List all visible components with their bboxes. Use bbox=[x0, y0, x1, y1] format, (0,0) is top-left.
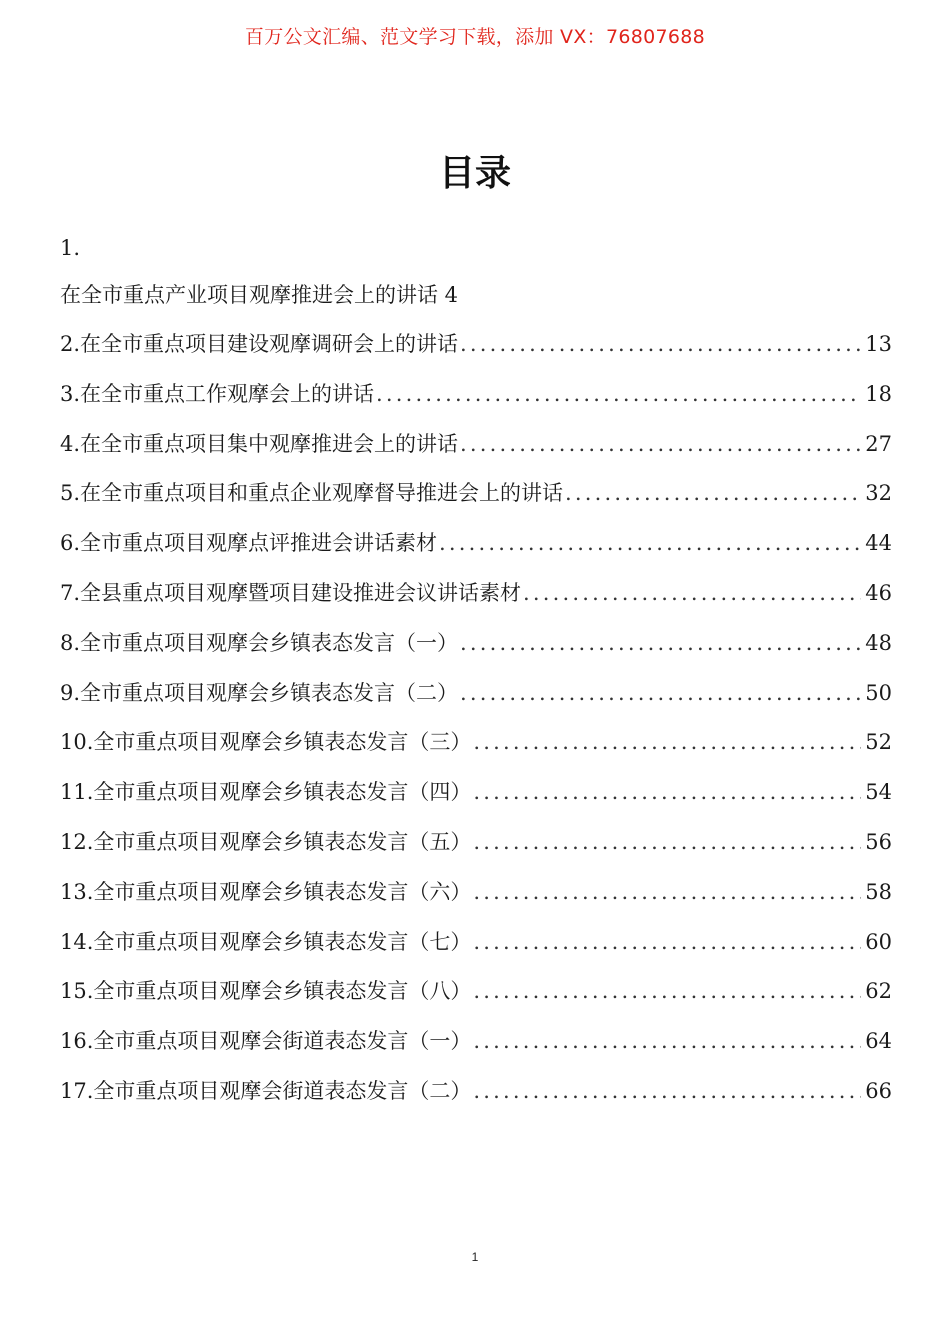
toc-entry[interactable] bbox=[60, 718, 892, 768]
toc-entry-page-number: 60 bbox=[865, 929, 892, 954]
toc-entry-1-text[interactable]: 在全市重点产业项目观摩推进会上的讲话 4 bbox=[60, 283, 459, 307]
table-of-contents bbox=[60, 226, 892, 1117]
toc-entry-page-number: 66 bbox=[865, 1078, 892, 1103]
toc-entry-page-number: 62 bbox=[865, 979, 892, 1004]
toc-entry[interactable] bbox=[60, 967, 892, 1017]
toc-dot-leader bbox=[471, 967, 861, 1017]
toc-dot-leader bbox=[471, 768, 861, 818]
toc-dot-leader bbox=[471, 1067, 861, 1117]
toc-entry-title: 11.全市重点项目观摩会乡镇表态发言（四） bbox=[60, 780, 472, 805]
toc-entry-page-number: 58 bbox=[865, 879, 892, 904]
toc-entry[interactable] bbox=[60, 768, 892, 818]
toc-dot-leader bbox=[437, 519, 861, 569]
toc-entry[interactable] bbox=[60, 569, 892, 619]
toc-dot-leader bbox=[458, 320, 861, 370]
header-banner: 百万公文汇编、范文学习下载，添加 VX：76807688 bbox=[244, 26, 706, 48]
toc-dot-leader bbox=[458, 420, 861, 470]
toc-entry-title: 2.在全市重点项目建设观摩调研会上的讲话 bbox=[60, 332, 459, 356]
toc-dot-leader bbox=[471, 818, 861, 868]
toc-entry[interactable] bbox=[60, 320, 892, 370]
toc-dot-leader bbox=[563, 469, 861, 519]
toc-entry-page-number: 13 bbox=[865, 332, 892, 356]
toc-entry-title: 10.全市重点项目观摩会乡镇表态发言（三） bbox=[60, 730, 472, 755]
toc-dot-leader bbox=[471, 1017, 861, 1067]
toc-entry[interactable] bbox=[60, 868, 892, 918]
toc-entry-page-number: 52 bbox=[865, 730, 892, 755]
toc-entry[interactable] bbox=[60, 619, 892, 669]
toc-entry-title: 5.在全市重点项目和重点企业观摩督导推进会上的讲话 bbox=[60, 481, 564, 506]
toc-entry[interactable] bbox=[60, 918, 892, 968]
toc-entry-page-number: 44 bbox=[865, 531, 892, 556]
toc-entry[interactable] bbox=[60, 669, 892, 719]
toc-entry-title: 7.全县重点项目观摩暨项目建设推进会议讲话素材 bbox=[60, 580, 522, 605]
toc-dot-leader bbox=[471, 868, 861, 918]
toc-entry[interactable] bbox=[60, 420, 892, 470]
toc-entry-page-number: 48 bbox=[865, 630, 892, 655]
toc-dot-leader bbox=[521, 569, 861, 619]
toc-entry-title: 3.在全市重点工作观摩会上的讲话 bbox=[60, 381, 375, 406]
toc-entry[interactable] bbox=[60, 1017, 892, 1067]
toc-entry-page-number: 54 bbox=[865, 780, 892, 805]
page-number: 1 bbox=[471, 1250, 479, 1264]
toc-entry-title: 6.全市重点项目观摩点评推进会讲话素材 bbox=[60, 531, 438, 556]
toc-entry-page-number: 50 bbox=[865, 680, 892, 705]
toc-entry-page-number: 56 bbox=[865, 829, 892, 854]
toc-entry-page-number: 46 bbox=[865, 580, 892, 605]
toc-entry-page-number: 64 bbox=[865, 1029, 892, 1054]
toc-entry-page-number: 27 bbox=[865, 431, 892, 456]
toc-entry-title: 13.全市重点项目观摩会乡镇表态发言（六） bbox=[60, 879, 472, 904]
toc-entry[interactable] bbox=[60, 370, 892, 420]
toc-entry[interactable] bbox=[60, 469, 892, 519]
toc-entry[interactable] bbox=[60, 1067, 892, 1117]
toc-dot-leader bbox=[458, 669, 861, 719]
toc-entry-title: 4.在全市重点项目集中观摩推进会上的讲话 bbox=[60, 431, 459, 456]
toc-entry-title: 12.全市重点项目观摩会乡镇表态发言（五） bbox=[60, 829, 472, 854]
toc-entry-title: 15.全市重点项目观摩会乡镇表态发言（八） bbox=[60, 979, 472, 1004]
toc-entry-title: 9.全市重点项目观摩会乡镇表态发言（二） bbox=[60, 680, 459, 705]
toc-entry-title: 16.全市重点项目观摩会街道表态发言（一） bbox=[60, 1029, 472, 1054]
toc-dot-leader bbox=[458, 619, 861, 669]
toc-entry-title: 8.全市重点项目观摩会乡镇表态发言（一） bbox=[60, 630, 459, 655]
toc-entry-title: 14.全市重点项目观摩会乡镇表态发言（七） bbox=[60, 929, 472, 954]
toc-entry[interactable] bbox=[60, 519, 892, 569]
toc-dot-leader bbox=[471, 718, 861, 768]
toc-entry-page-number: 18 bbox=[865, 381, 892, 406]
toc-dot-leader bbox=[471, 918, 861, 968]
toc-entry[interactable] bbox=[60, 818, 892, 868]
document-title: 目录 bbox=[438, 153, 511, 194]
toc-entry-title: 17.全市重点项目观摩会街道表态发言（二） bbox=[60, 1078, 472, 1103]
toc-entry-1-number[interactable]: 1. bbox=[60, 236, 81, 260]
toc-dot-leader bbox=[374, 370, 861, 420]
toc-entry-page-number: 32 bbox=[865, 481, 892, 506]
